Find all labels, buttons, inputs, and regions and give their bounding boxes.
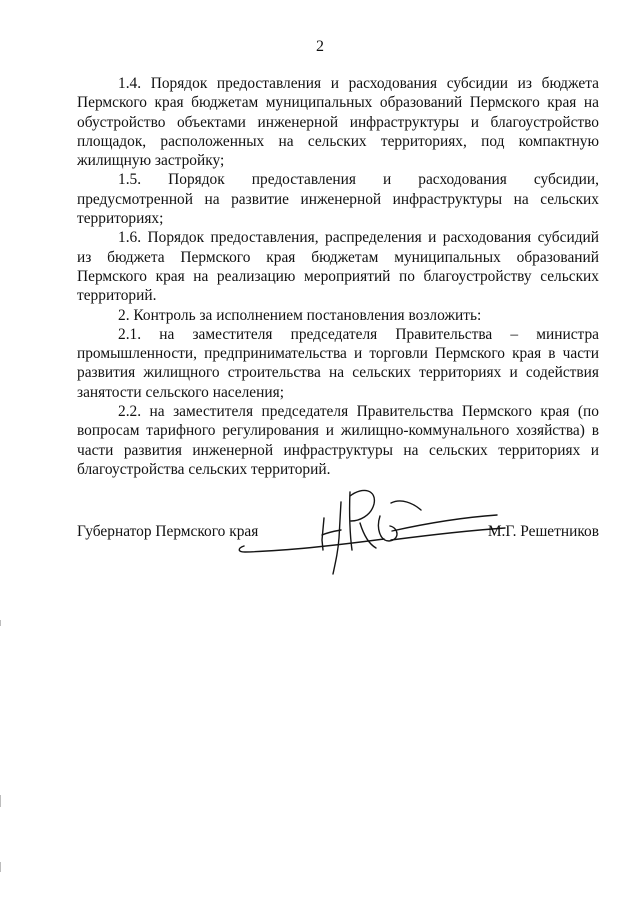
page-number: 2 [316, 38, 324, 55]
paragraph-1-6: 1.6. Порядок предоставления, распределения и расходования субсидий из бюджета Пермского края бюджетам муниципальных образований Пермского края на реализацию мероприятий по благоустройству сельских территорий. [77, 229, 599, 305]
signature-block [77, 515, 599, 585]
paragraph-2-1: 2.1. на заместителя председателя Правительства – министра промышленности, предпринимательства и торговли Пермского края в части развития жилищного строительства на сельских территориях и содействия занятости сельского населения; [77, 325, 599, 401]
scan-margin-mark [0, 862, 1, 872]
scan-margin-mark [0, 620, 1, 626]
signatory-name: М.Г. Решетников [487, 523, 599, 540]
paragraph-2: 2. Контроль за исполнением постановления возложить: [118, 306, 482, 324]
paragraph-1-5: 1.5. Порядок предоставления и расходования субсидии, предусмотренной на развитие инженерной инфраструктуры на сельских территориях; [77, 171, 599, 228]
signatory-position: Губернатор Пермского края [77, 523, 259, 540]
handwritten-signature [229, 488, 529, 588]
document-body [77, 74, 599, 479]
scan-margin-mark [0, 795, 1, 807]
paragraph-2-2: 2.2. на заместителя председателя Правительства Пермского края (по вопросам тарифного регулирования и жилищно-коммунального хозяйства) в части развития инженерной инфраструктуры на сельских территориях и благоустройства сельских территорий. [77, 403, 599, 478]
paragraph-1-4: 1.4. Порядок предоставления и расходования субсидии из бюджета Пермского края бюджетам муниципальных образований Пермского края на обустройство объектами инженерной инфраструктуры и благоустройство площадок, расположенных на сельских территориях, под компактную жилищную застройку; [77, 75, 599, 170]
